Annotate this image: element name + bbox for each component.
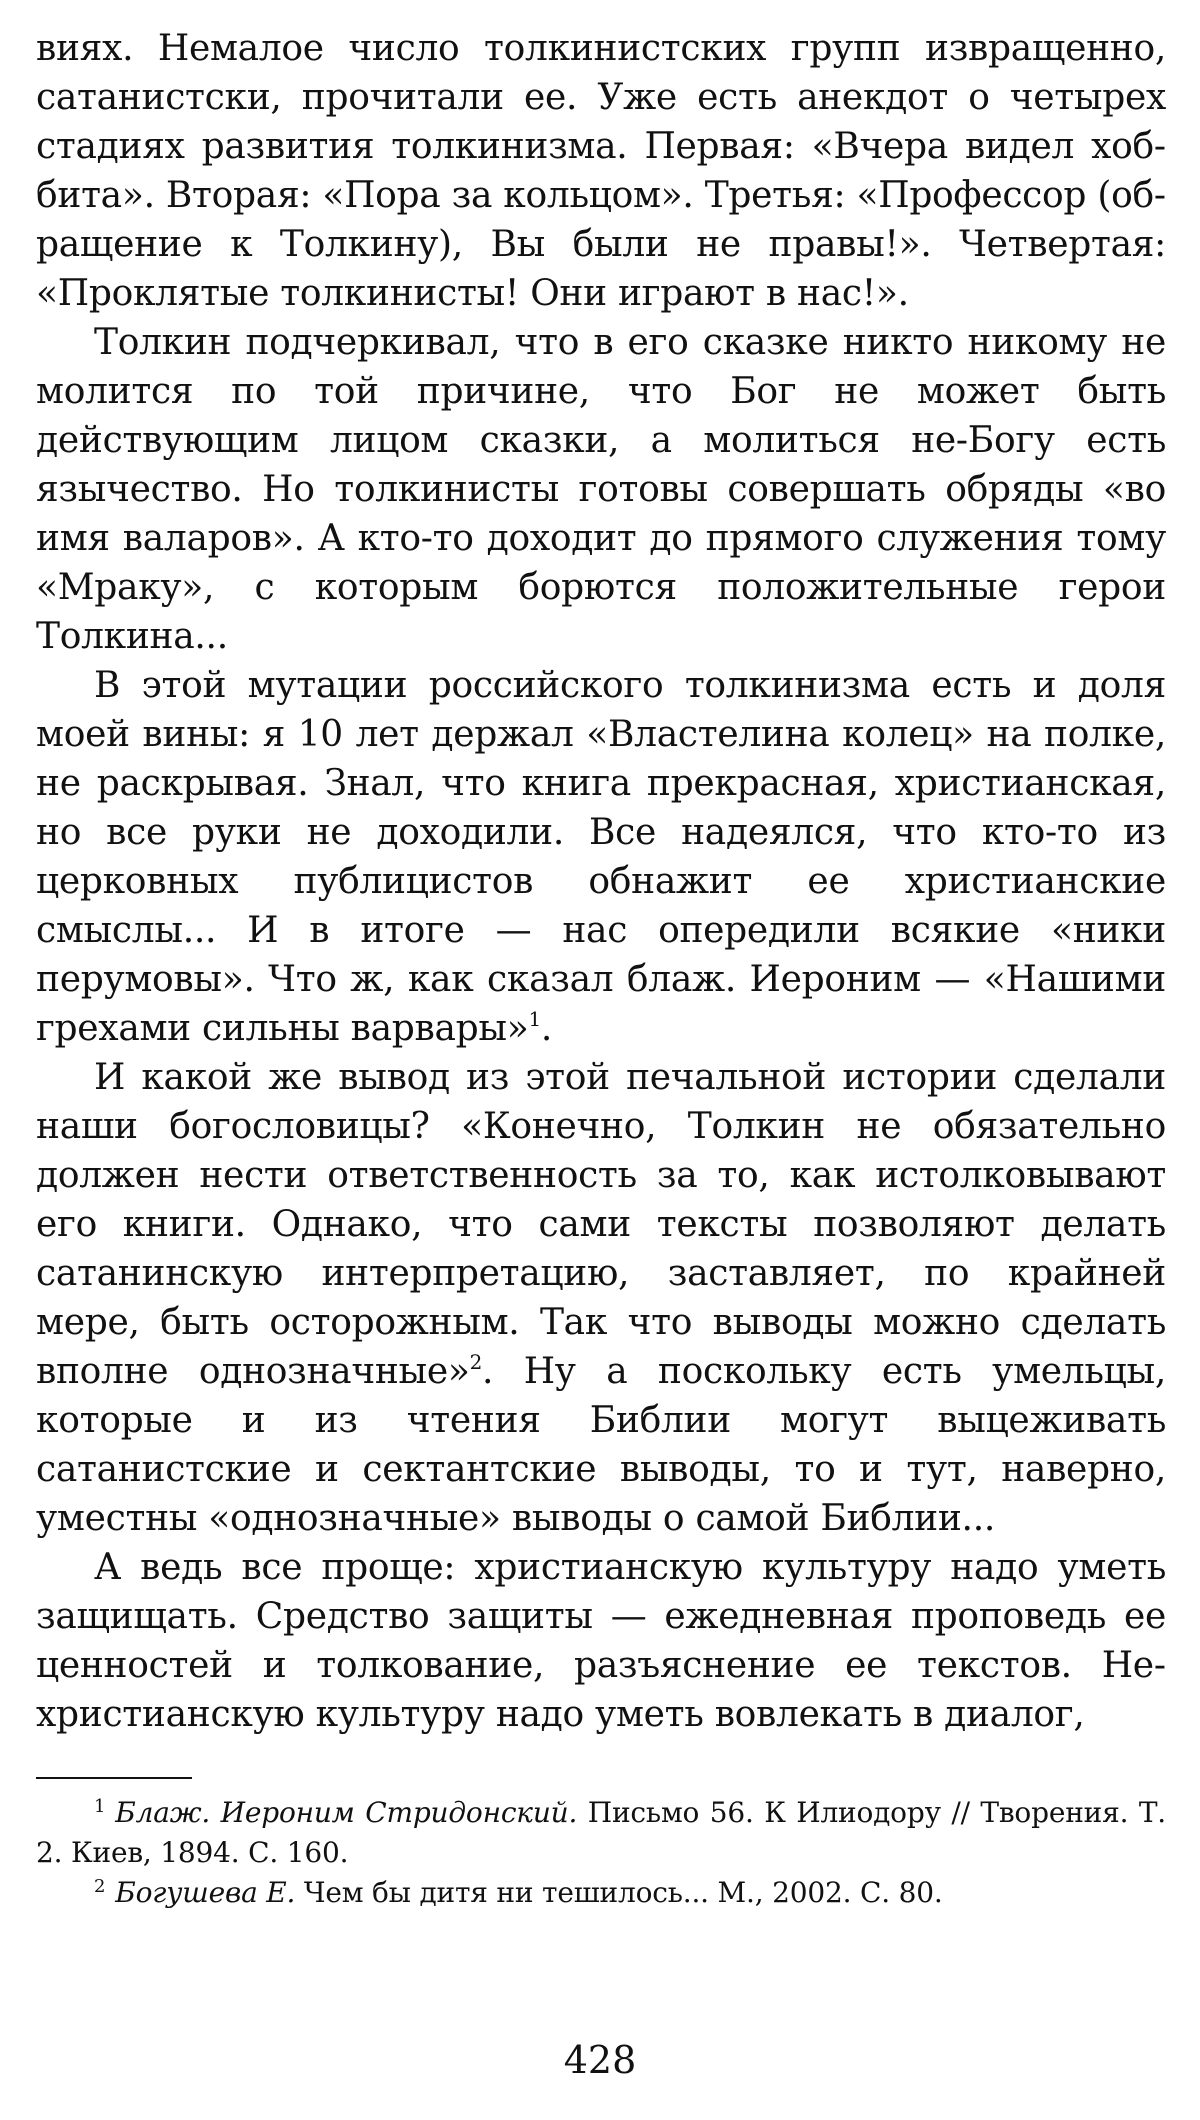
footnote-1-mark: 1 xyxy=(94,1796,106,1817)
paragraph-4-tail: . Ну а поскольку есть умельцы, которые и из чтения Библии могут выцеживать сатанистские и сектантские выводы, то и тут, наверно, уместны «однозначные» выводы о самой Библии... xyxy=(36,1351,1166,1539)
footnote-ref-2[interactable]: 2 xyxy=(469,1350,483,1374)
paragraph-2 xyxy=(36,318,1166,661)
paragraph-4-text: И какой же вывод из этой печальной истории сделали наши богословицы? «Конечно, Толкин не обязательно должен нести ответственность за то, как истолковывают его книги. Однако, что сами тексты позволяют делать сатанинскую интерпретацию, заставляет, по крайней мере, быть осторожным. Так что выводы можно сделать вполне однозначные» xyxy=(36,1057,1166,1392)
footnote-1-author: Блаж. Иероним Стридонский. xyxy=(115,1796,578,1829)
footnotes xyxy=(36,1793,1166,1913)
book-page xyxy=(36,24,1166,1913)
page-number: 428 xyxy=(563,2038,637,2082)
footnote-divider xyxy=(36,1777,192,1779)
main-text xyxy=(36,24,1166,1739)
paragraph-3-text: В этой мутации российского толкинизма есть и доля моей вины: я 10 лет держал «Властелина колец» на полке, не раскрывая. Знал, что книга прекрасная, христианская, но все руки не доходили. Все надеялся, что кто-то из церковных публицистов обнажит ее христианские смыслы... И в итоге — нас опередили всякие «ники перумовы». Что ж, как сказал блаж. Иероним — «Нашими грехами сильны варвары» xyxy=(36,665,1166,1049)
footnote-2-mark: 2 xyxy=(94,1876,106,1897)
paragraph-5-text: А ведь все проще: христианскую культуру надо уметь защищать. Средство защиты — ежедневная проповедь ее ценностей и толкование, разъяснение ее текстов. Нехристианскую культуру надо уметь вовлекать в диалог, xyxy=(36,1547,1166,1735)
footnote-ref-1[interactable]: 1 xyxy=(528,1007,541,1031)
footnote-2-text: Чем бы дитя ни тешилось... М., 2002. С. 80. xyxy=(295,1876,943,1909)
footnote-2 xyxy=(36,1873,1166,1913)
paragraph-2-text: Толкин подчеркивал, что в его сказке никто никому не молится по той причине, что Бог не может быть действующим лицом сказки, а молиться не-Богу есть язычество. Но толкинисты готовы совершать обряды «во имя валаров». А кто-то доходит до прямого служения тому «Мраку», с которым борются положительные герои Толкина... xyxy=(36,322,1166,657)
paragraph-1-text: виях. Немалое число толкинистских групп извращенно, сатанистски, прочитали ее. Уже есть анекдот о четырех стадиях развития толкинизма. Первая: «Вчера видел хоббита». Вторая: «Пора за кольцом». Третья: «Профессор (обращение к Толкину), Вы были не правы!». Четвертая: «Проклятые толкинисты! Они играют в нас!». xyxy=(36,28,1166,314)
paragraph-1 xyxy=(36,24,1166,318)
footnote-1 xyxy=(36,1793,1166,1873)
paragraph-5 xyxy=(36,1543,1166,1739)
paragraph-3 xyxy=(36,661,1166,1053)
footnote-2-author: Богушева Е. xyxy=(115,1876,296,1909)
paragraph-3-tail: . xyxy=(540,1008,553,1049)
paragraph-4 xyxy=(36,1053,1166,1543)
footnote-1-text: Письмо 56. К Илиодору // Творения. Т. 2. Киев, 1894. С. 160. xyxy=(36,1796,1166,1869)
